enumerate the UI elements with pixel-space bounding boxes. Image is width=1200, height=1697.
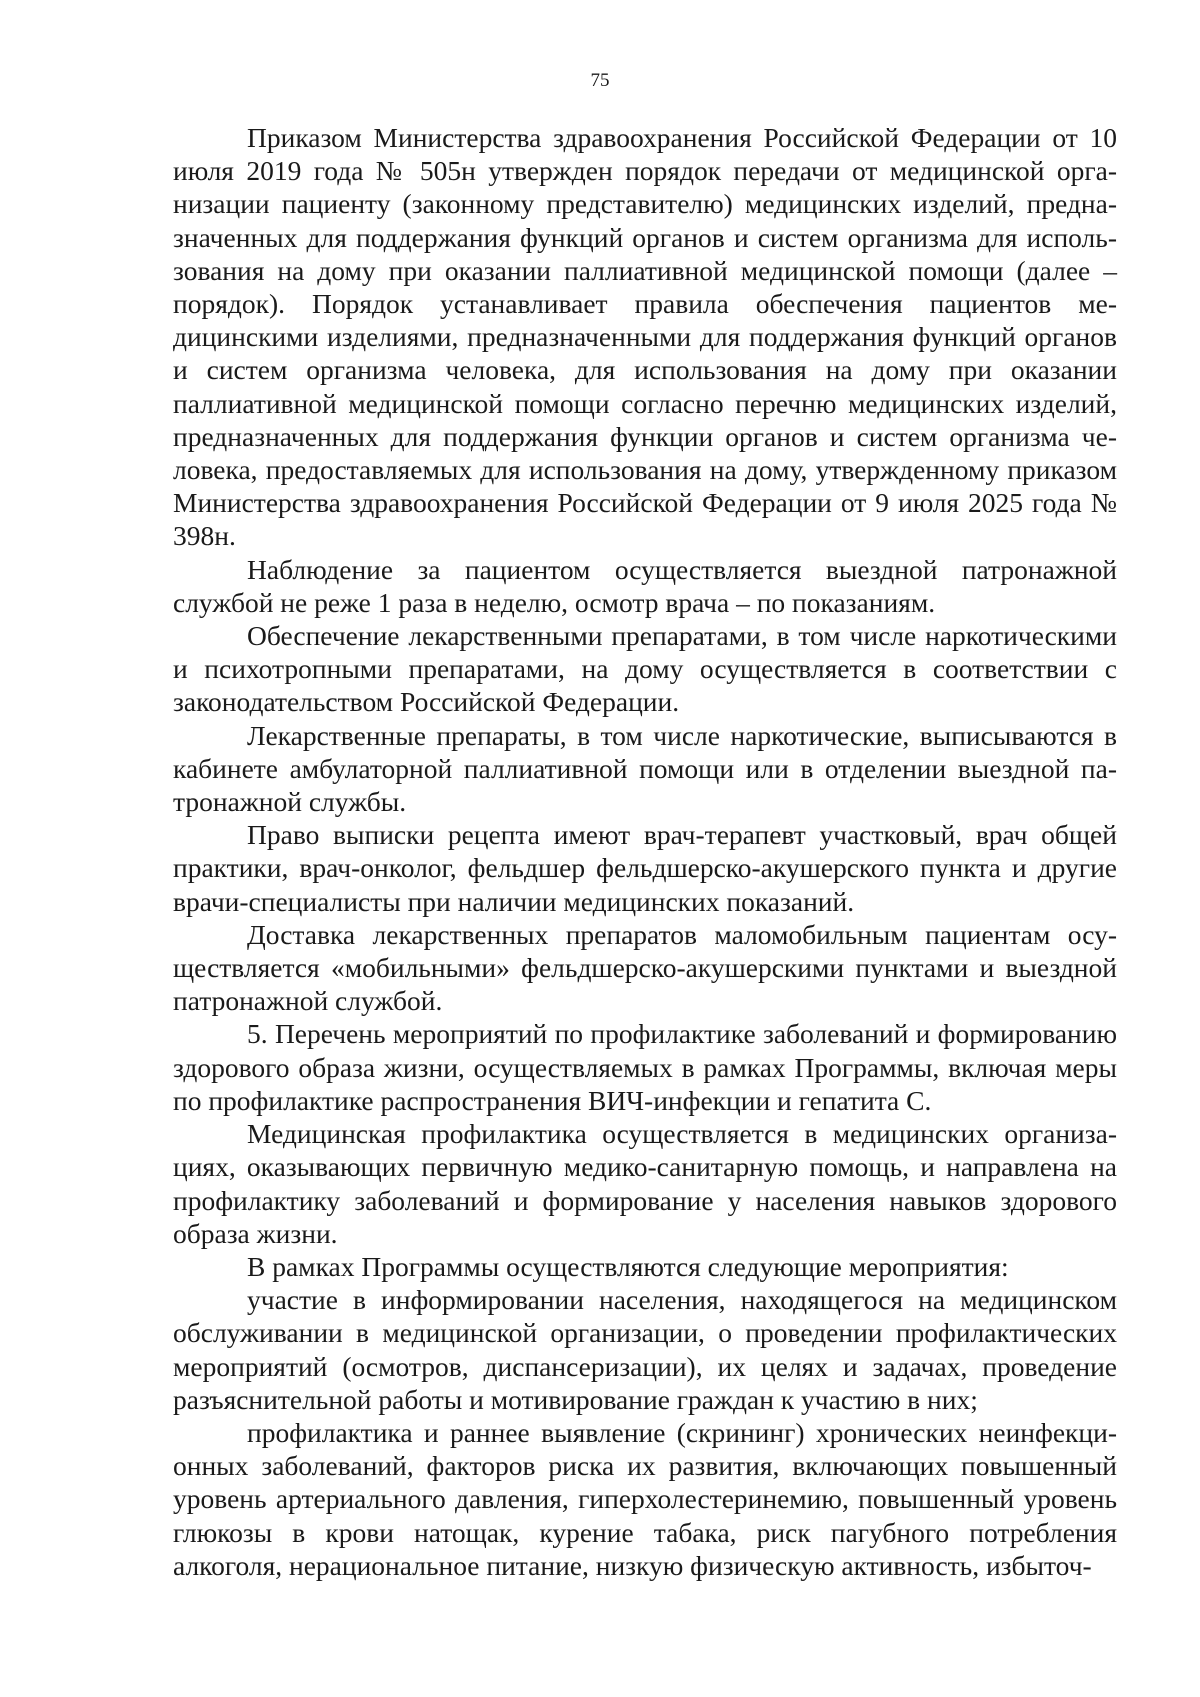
page-number: 75	[590, 70, 610, 91]
paragraph-medical-prevention: Медицинская профилактика осуществляется в медицинских организациях, оказывающих первичную медико-санитарную помощь, и направлена на профилактику заболеваний и формирование у населения навыков здорового образа жизни.	[173, 1118, 1117, 1249]
document-body	[173, 121, 1117, 1582]
paragraph-prescription-right: Право выписки рецепта имеют врач-терапевт участковый, врач общей практики, врач-онколог, фельдшер фельдшерско-акушерского пункта и другие врачи-специалисты при наличии медицинских показаний.	[173, 819, 1117, 917]
paragraph-drug-provision: Обеспечение лекарственными препаратами, в том числе наркотическими и психотропными препаратами, на дому осуществляется в соответствии с законодательством Российской Федерации.	[173, 620, 1117, 718]
paragraph-program-activities: В рамках Программы осуществляются следующие мероприятия:	[247, 1250, 1009, 1282]
paragraph-drug-delivery: Доставка лекарственных препаратов маломобильным пациентам осуществляется «мобильными» фельдшерско-акушерскими пунктами и выездной патронажной службой.	[173, 918, 1117, 1017]
paragraph-informing-population: участие в информировании населения, находящегося на медицинском обслуживании в медицинской организации, о проведении профилактических мероприятий (осмотров, диспансеризации), их целях и задачах, проведение разъяснительной работы и мотивирование граждан к участию в них;	[173, 1284, 1117, 1415]
paragraph-patient-observation: Наблюдение за пациентом осуществляется выездной патронажной службой не реже 1 раза в неделю, осмотр врача – по показаниям.	[173, 553, 1117, 618]
paragraph-section-5-heading: 5. Перечень мероприятий по профилактике заболеваний и формированию здорового образа жизни, осуществляемых в рамках Программы, включая меры по профилактике распространения ВИЧ-инфекции и гепатита С.	[173, 1018, 1117, 1116]
paragraph-order-505n: Приказом Министерства здравоохранения Российской Федерации от 10 июля 2019 года № 505н утвержден порядок передачи от медицинской организации пациенту (законному представителю) медицинских изделий, предназначенных для поддержания функций органов и систем организма для использования на дому при оказании паллиативной медицинской помощи (далее – порядок). Порядок устанавливает правила обеспечения пациентов медицинскими изделиями, предназначенными для поддержания функций органов и систем организма человека, для использования на дому при оказании паллиативной медицинской помощи согласно перечню медицинских изделий, предназначенных для поддержания функции органов и систем организма человека, предоставляемых для использования на дому, утвержденному приказом Министерства здравоохранения Российской Федерации от 9 июля 2025 года № 398н.	[173, 122, 1117, 552]
paragraph-prescription-issuing: Лекарственные препараты, в том числе наркотические, выписываются в кабинете амбулаторной паллиативной помощи или в отделении выездной патронажной службы.	[173, 719, 1117, 818]
paragraph-screening: профилактика и раннее выявление (скрининг) хронических неинфекционных заболеваний, факторов риска их развития, включающих повышенный уровень артериального давления, гиперхолестеринемию, повышенный уровень глюкозы в крови натощак, курение табака, риск пагубного потребления алкоголя, нерациональное питание, низкую физическую активность, избыточ-	[173, 1416, 1117, 1581]
